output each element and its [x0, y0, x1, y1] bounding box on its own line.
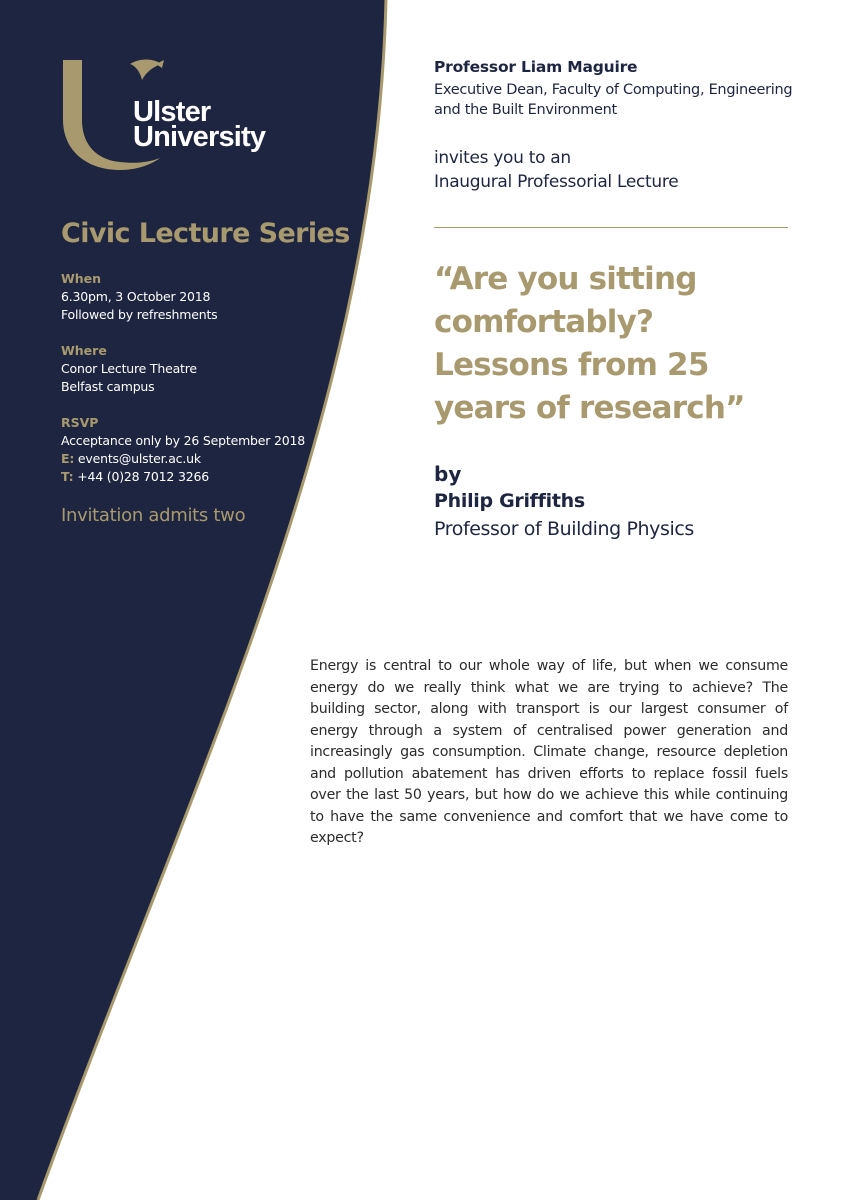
lecture-title-line: Lessons from 25 — [434, 347, 709, 383]
rsvp-phone-number: +44 (0)28 7012 3266 — [77, 469, 209, 484]
host-role: Executive Dean, Faculty of Computing, Engineering and the Built Environment — [434, 82, 793, 118]
speaker-role: Professor of Building Physics — [434, 518, 694, 540]
where-label: Where — [61, 343, 107, 358]
admits-note: Invitation admits two — [61, 505, 246, 526]
host-name: Professor Liam Maguire — [434, 58, 638, 76]
logo-line-1: Ulster — [133, 96, 211, 128]
university-logo-wordmark — [133, 96, 266, 153]
where-section — [61, 342, 341, 396]
by-label: by — [434, 462, 462, 486]
series-title: Civic Lecture Series — [61, 218, 350, 249]
rsvp-phone-line — [61, 468, 341, 486]
when-refreshments: Followed by refreshments — [61, 307, 218, 322]
rsvp-email-link[interactable]: events@ulster.ac.uk — [77, 451, 201, 466]
email-prefix: E: — [61, 451, 75, 466]
navy-panel — [0, 0, 386, 1200]
rsvp-deadline: Acceptance only by 26 September 2018 — [61, 433, 305, 448]
invitation-text — [434, 146, 794, 194]
lecture-abstract: Energy is central to our whole way of life, but when we consume energy do we really think what we are trying to achieve? The building sector, along with transport is our largest consumer of energy through a system of centralised power generation and increasingly gas consumption. Climate change, resource depletion and pollution abatement has driven efforts to replace fossil fuels over the last 50 years, but how do we achieve this while continuing to have the same convenience and comfort that we have come to expect? — [310, 658, 788, 846]
where-campus: Belfast campus — [61, 379, 155, 394]
when-time: 6.30pm, 3 October 2018 — [61, 289, 211, 304]
lecture-title-line: comfortably? — [434, 304, 654, 340]
lecture-title-line: “Are you sitting — [434, 261, 697, 297]
rsvp-email-line — [61, 450, 341, 468]
when-section — [61, 270, 341, 324]
invitation-line-2: Inaugural Professorial Lecture — [434, 172, 679, 192]
logo-line-2: University — [133, 121, 266, 153]
invitation-line-1: invites you to an — [434, 148, 571, 168]
lecture-title-line: years of research” — [434, 390, 745, 426]
lecture-title — [434, 258, 794, 430]
speaker-name: Philip Griffiths — [434, 490, 585, 512]
when-label: When — [61, 271, 102, 286]
phone-prefix: T: — [61, 469, 74, 484]
divider-rule — [434, 227, 788, 228]
where-venue: Conor Lecture Theatre — [61, 361, 197, 376]
rsvp-section — [61, 414, 341, 486]
rsvp-label: RSVP — [61, 415, 99, 430]
